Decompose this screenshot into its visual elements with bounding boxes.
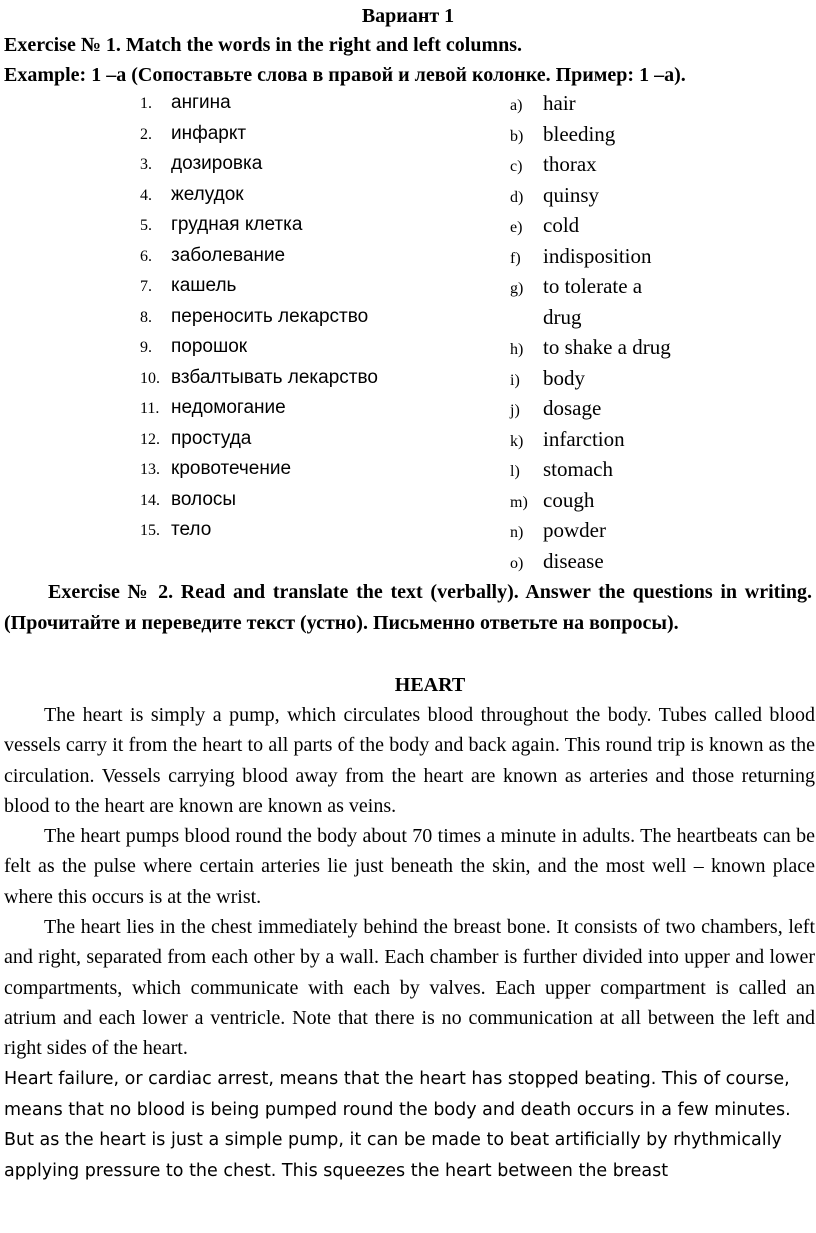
left-item-number: 15. (140, 522, 160, 539)
left-item-number: 7. (140, 278, 152, 295)
right-item-letter: i) (510, 371, 520, 389)
right-item (510, 454, 613, 484)
right-item (510, 363, 585, 393)
right-item-word: cough (543, 487, 595, 512)
right-item (510, 241, 652, 271)
left-item-word: дозировка (171, 153, 263, 174)
right-item (510, 271, 642, 301)
right-item (510, 424, 625, 454)
left-item (140, 485, 236, 515)
right-item (510, 332, 671, 362)
right-item-word: disease (543, 548, 604, 573)
left-item-number: 2. (140, 125, 152, 143)
right-item-word: cold (543, 213, 580, 237)
left-item (140, 332, 247, 362)
left-item-number: 11. (140, 400, 160, 417)
exercise1-heading: Exercise № 1. Match the words in the right and left columns. (4, 34, 523, 56)
left-item (140, 241, 285, 271)
right-item (510, 88, 576, 118)
left-item-word: желудок (171, 183, 244, 205)
right-item-letter: n) (510, 524, 524, 541)
right-item-word: body (543, 365, 585, 390)
left-item-number: 1. (140, 95, 152, 112)
right-item-letter: e) (510, 219, 523, 236)
left-item-word: взбалтывать лекарство (171, 366, 378, 388)
exercise1-example: Example: 1 –a (Сопоставьте слова в правой и левой колонке. Пример: 1 –a). (4, 64, 686, 86)
left-item (140, 363, 378, 393)
right-item-word-continuation: drug (543, 304, 582, 329)
left-item (140, 149, 262, 179)
right-item-letter: o) (510, 554, 524, 572)
matching-columns (0, 88, 816, 578)
left-item-number: 9. (140, 339, 152, 356)
right-item-letter: d) (510, 188, 524, 206)
paragraph: The heart is simply a pump, which circulates blood throughout the body. Tubes called blood vessels carry it from the heart to all parts of the body and back again. This round trip is known as the circulation. Vessels carrying blood away from the heart are known as arteries and those returning blood to the heart are known are known as veins. (4, 704, 815, 817)
reading-text (4, 700, 815, 1064)
left-item (140, 424, 251, 454)
text-heading: HEART (394, 674, 466, 696)
right-item-letter: l) (510, 463, 520, 480)
left-item-word: переносить лекарство (171, 305, 369, 327)
left-item (140, 88, 231, 118)
right-item-word: indisposition (543, 243, 652, 268)
right-item-word: bleeding (543, 121, 616, 146)
left-item-word: простуда (171, 427, 252, 449)
left-item-number: 10. (140, 369, 160, 387)
exercise2-instruction: Exercise № 2. Read and translate the text (verbally). Answer the questions in writing. (Прочитайте и переведите текст (устно). Письменно ответьте на вопросы). (4, 581, 812, 634)
left-item-number: 5. (140, 217, 152, 234)
right-item-word: stomach (543, 457, 613, 481)
paragraph: The heart pumps blood round the body about 70 times a minute in adults. The heartbeats can be felt as the pulse where certain arteries lie just beneath the skin, and the most well – known place where this occurs is at the wrist. (4, 825, 815, 908)
left-item-number: 14. (140, 491, 160, 509)
right-item-word: quinsy (543, 182, 600, 207)
left-item-word: заболевание (171, 244, 286, 266)
left-item (140, 393, 286, 423)
left-item-number: 3. (140, 156, 152, 173)
left-item (140, 210, 302, 240)
right-item (510, 546, 604, 576)
right-item (510, 119, 615, 149)
right-item (510, 149, 597, 179)
right-item-word: hair (543, 91, 576, 115)
left-item-word: волосы (171, 488, 237, 510)
right-item (510, 515, 606, 545)
last-paragraph: Heart failure, or cardiac arrest, means that the heart has stopped beating. This of course, means that no blood is being pumped round the body and death occurs in a few minutes. But as the heart is just a simple pump, it can be made to beat artificially by rhythmically applying pressure to the chest. This squeezes the heart between the breast (4, 1069, 791, 1181)
left-item-number: 12. (140, 430, 160, 448)
right-item-letter: j) (510, 402, 520, 419)
left-item-number: 8. (140, 308, 152, 326)
paragraph: The heart lies in the chest immediately behind the breast bone. It consists of two chambers, left and right, separated from each other by a wall. Each chamber is further divided into upper and lower compartments, which communicate with each by valves. Each upper compartment is called an atrium and each lower a ventricle. Note that there is no communication at all between the left and right sides of the heart. (4, 916, 815, 1060)
right-item-letter: k) (510, 432, 524, 450)
right-item-letter: b) (510, 127, 524, 145)
right-item-word: to tolerate a (543, 274, 643, 298)
left-item (140, 271, 236, 301)
left-item-word: порошок (171, 336, 248, 357)
left-item-number: 4. (140, 186, 152, 204)
right-item-word: powder (543, 518, 606, 542)
right-item-letter: a) (510, 97, 523, 114)
left-item (140, 302, 368, 332)
right-item-letter: g) (510, 280, 524, 297)
left-item-word: кровотечение (171, 458, 292, 479)
right-item-word: dosage (543, 396, 602, 420)
right-item-letter: h) (510, 341, 524, 358)
right-item (510, 393, 601, 423)
right-item (510, 180, 599, 210)
left-item-number: 6. (140, 247, 152, 265)
right-item-continuation (510, 302, 582, 332)
right-item-letter: c) (510, 158, 523, 175)
right-item (510, 210, 579, 240)
left-item-word: грудная клетка (171, 214, 303, 235)
right-item (510, 485, 594, 515)
variant-title: Вариант 1 (361, 5, 455, 27)
right-item-letter: m) (510, 493, 528, 511)
left-item-number: 13. (140, 461, 160, 478)
left-item-word: недомогание (171, 397, 286, 418)
left-item-word: тело (171, 519, 212, 540)
left-item-word: ангина (171, 92, 231, 113)
right-item-letter: f) (510, 249, 521, 267)
right-item-word: to shake a drug (543, 335, 671, 359)
left-item (140, 515, 211, 545)
left-item (140, 119, 246, 149)
right-item-word: infarction (543, 426, 625, 451)
left-item-word: инфаркт (171, 122, 247, 144)
left-item (140, 180, 244, 210)
left-item-word: кашель (171, 275, 237, 296)
left-item (140, 454, 291, 484)
right-item-word: thorax (543, 152, 597, 176)
